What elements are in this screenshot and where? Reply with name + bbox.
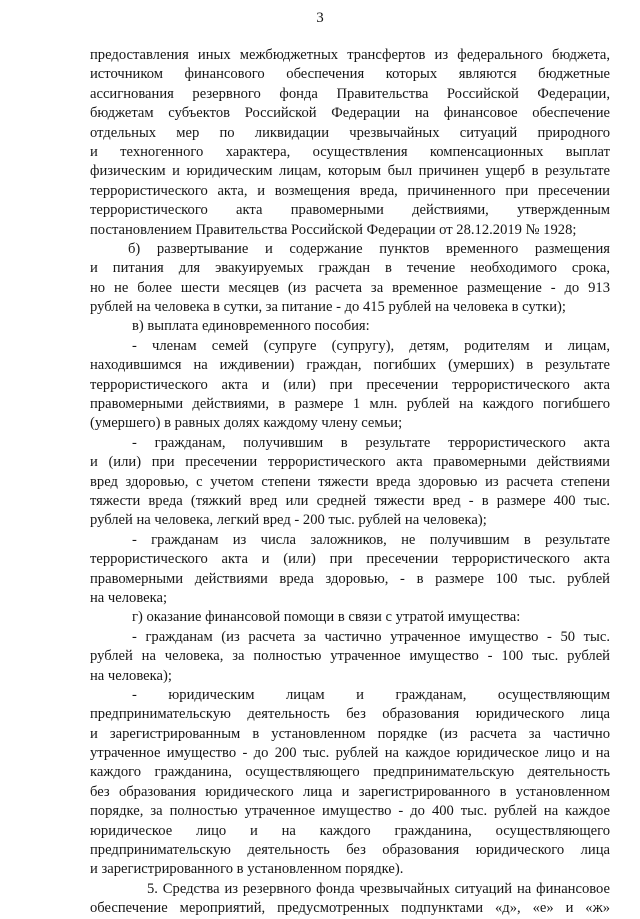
text-line: и зарегистрированным в установленном порядке (из расчета за частично [90, 725, 610, 742]
text-line: - гражданам (из расчета за частично утраченное имущество - 50 тыс. [132, 628, 610, 645]
text-line: утраченное имущество - до 200 тыс. рублей на каждое юридическое лицо и на [90, 745, 610, 762]
text-line: вред здоровью, с учетом степени тяжести вреда здоровью из расчета степени [90, 473, 610, 490]
text-line: террористического акта и (или) при пресечении террористического акта [90, 551, 610, 568]
text-line: в) выплата единовременного пособия: [132, 318, 370, 335]
text-line: рублей на человека, легкий вред - 200 тыс. рублей на человека); [90, 512, 487, 529]
text-line: каждого гражданина, осуществляющего предпринимательскую деятельность [90, 764, 610, 781]
text-line: и зарегистрированного в установленном порядке). [90, 861, 404, 878]
text-line: и (или) при пресечении террористического акта правомерными действиями [90, 454, 610, 471]
text-line: террористического акта правомерными действиями, утвержденным [90, 202, 610, 219]
text-line: и техногенного характера, осуществления компенсационных выплат [90, 143, 610, 160]
text-line: 5. Средства из резервного фонда чрезвычайных ситуаций на финансовое [147, 880, 610, 897]
text-line: отдельных мер по ликвидации чрезвычайных ситуаций природного [90, 124, 610, 141]
text-line: правомерными действиями вреда здоровью, - в размере 100 тыс. рублей [90, 570, 610, 587]
text-line: тяжести вреда (тяжкий вред или средней тяжести вред - в размере 400 тыс. [90, 492, 610, 509]
text-line: б) развертывание и содержание пунктов временного размещения [128, 240, 610, 257]
text-line: постановлением Правительства Российской Федерации от 28.12.2019 № 1928; [90, 221, 577, 238]
text-line: юридическое лицо и на каждого гражданина, осуществляющего [90, 822, 610, 839]
text-line: источником финансового обеспечения которых являются бюджетные [90, 66, 610, 83]
text-line: находившимся на иждивении) граждан, погибших (умерших) в результате [90, 357, 610, 374]
text-line: предпринимательскую деятельность без образования юридического лица [90, 842, 610, 859]
text-line: террористического акта и (или) при пресечении террористического акта [90, 376, 610, 393]
text-line: г) оказание финансовой помощи в связи с утратой имущества: [132, 609, 521, 626]
text-line: физическим и юридическим лицам, которым был причинен ущерб в результате [90, 163, 610, 180]
document-body [90, 46, 610, 919]
page-number: 3 [316, 10, 324, 26]
text-line: рублей на человека в сутки, за питание - до 415 рублей на человека в сутки); [90, 299, 566, 316]
text-line: на человека); [90, 667, 172, 684]
text-line: предпринимательскую деятельность без образования юридического лица [90, 706, 610, 723]
text-line: и питания для эвакуируемых граждан в течение необходимого срока, [90, 260, 610, 277]
text-line: на человека; [90, 589, 168, 606]
text-line: - гражданам из числа заложников, не получившим в результате [132, 531, 610, 548]
text-line: рублей на человека, за полностью утраченное имущество - 100 тыс. рублей [90, 648, 610, 665]
text-line: обеспечение мероприятий, предусмотренных подпунктами «д», «е» и «ж» [90, 900, 610, 917]
text-line: - членам семей (супруге (супругу), детям, родителям и лицам, [132, 337, 610, 354]
text-line: но не более шести месяцев (из расчета за временное размещение - до 913 [90, 279, 610, 296]
text-line: без образования юридического лица и зарегистрированного в установленном [90, 783, 610, 800]
text-line: террористического акта, и возмещения вреда, причиненного при пресечении [90, 182, 610, 199]
text-line: - юридическим лицам и гражданам, осуществляющим [132, 686, 610, 703]
text-line: (умершего) в равных долях каждому члену семьи; [90, 415, 403, 432]
text-line: ассигнования резервного фонда Правительства Российской Федерации, [90, 85, 610, 102]
text-line: правомерными действиями, в размере 1 млн. рублей на каждого погибшего [90, 396, 610, 413]
text-line: бюджетам субъектов Российской Федерации на финансовое обеспечение [90, 105, 610, 122]
text-line: предоставления иных межбюджетных трансфертов из федерального бюджета, [90, 47, 610, 63]
text-line: порядке, за полностью утраченное имущество - до 400 тыс. рублей на каждое [90, 803, 610, 820]
text-line: - гражданам, получившим в результате террористического акта [132, 434, 610, 451]
